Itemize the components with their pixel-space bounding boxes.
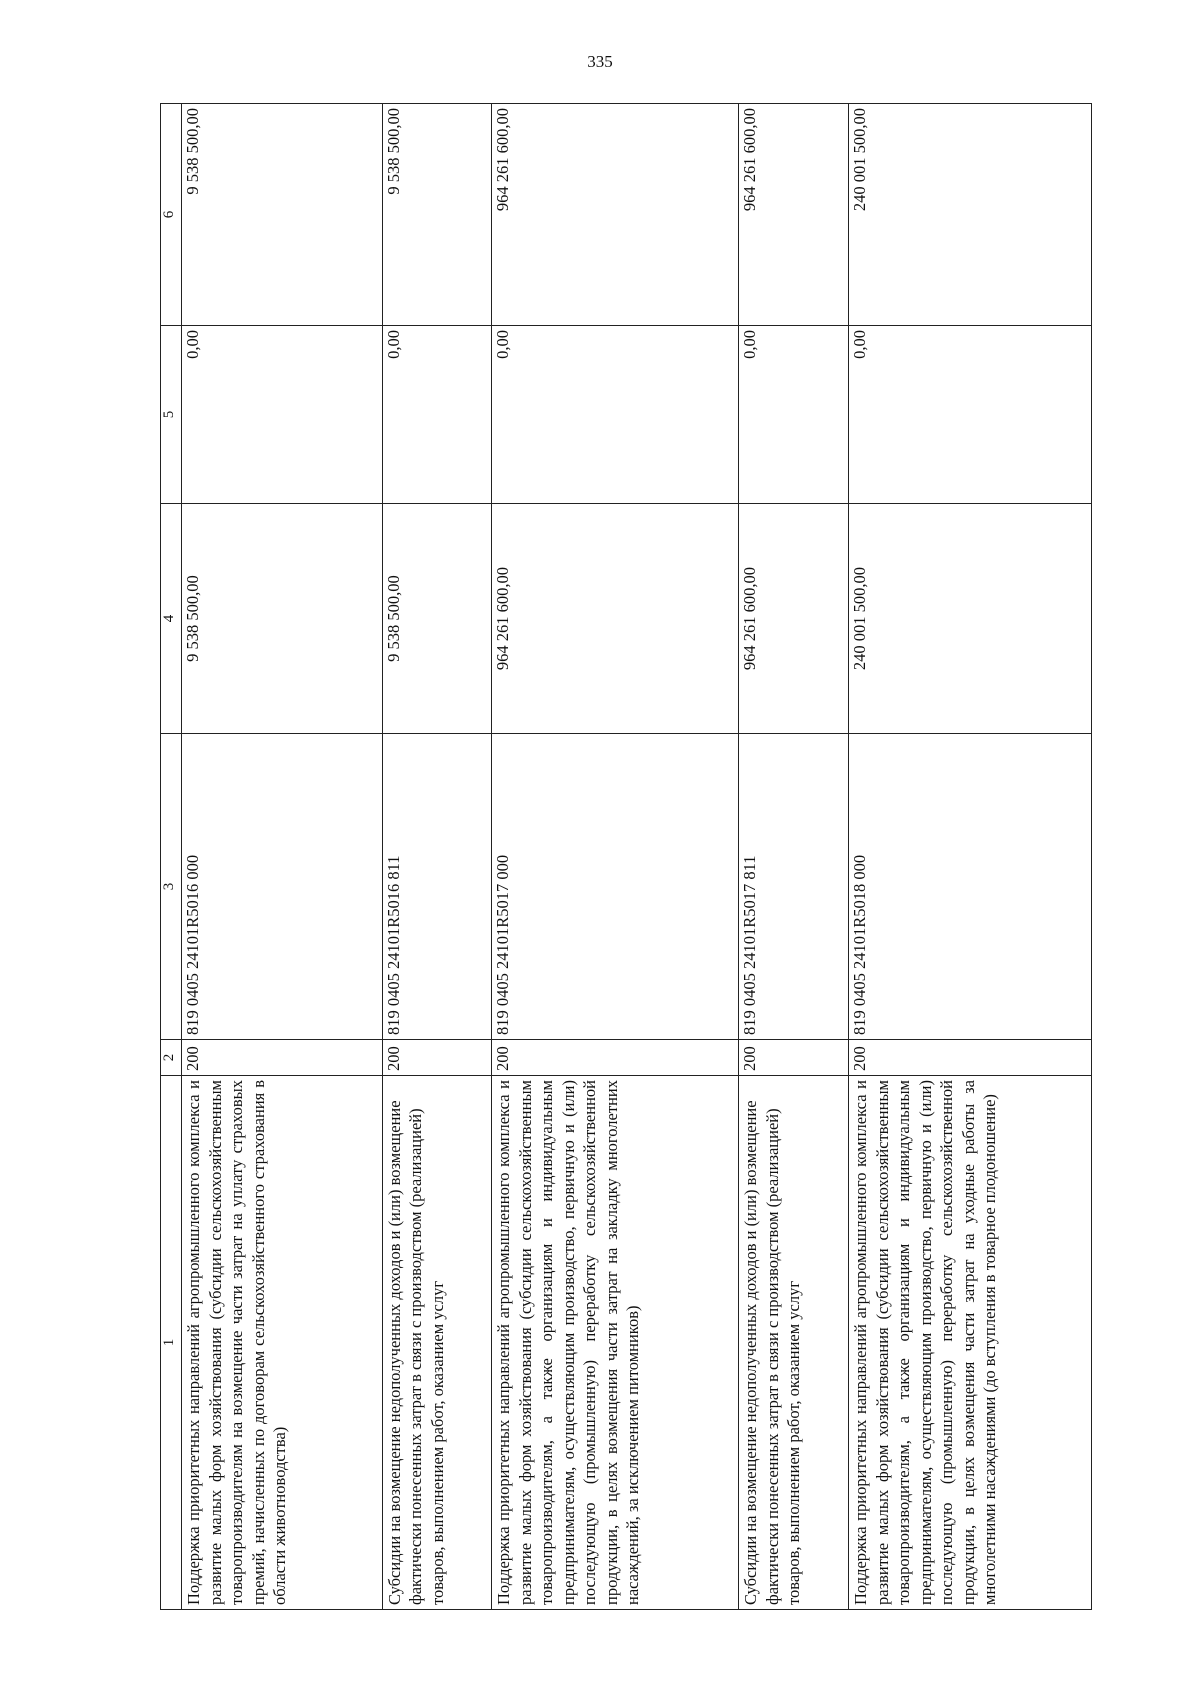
row-col2: 200 [849, 1040, 1092, 1076]
header-col-5: 5 [161, 326, 182, 504]
row-code: 819 0405 24101R5017 811 [739, 734, 849, 1040]
header-col-6: 6 [161, 104, 182, 326]
row-name: Субсидии на возмещение недополученных доходов и (или) возмещение фактически понесенных затрат в связи с производством (реализацией) товаров, выполнением работ, оказанием услуг [739, 1076, 849, 1610]
row-col4: 9 538 500,00 [182, 504, 382, 734]
row-col5: 0,00 [739, 326, 849, 504]
rotated-table-wrapper [160, 104, 1092, 1610]
row-col4: 964 261 600,00 [739, 504, 849, 734]
header-col-1: 1 [161, 1076, 182, 1610]
header-col-2: 2 [161, 1040, 182, 1076]
row-code: 819 0405 24101R5017 000 [492, 734, 739, 1040]
page-number: 335 [587, 52, 613, 71]
row-name: Поддержка приоритетных направлений агропромышленного комплекса и развитие малых форм хозяйствования (субсидии сельскохозяйственным товаропроизводителям, а также организациям и индивидуальным предпринимателям, осуществляющим производство, первичную и (или) последующую (промышленную) переработку сельскохозяйственной продукции, в целях возмещения части затрат на уходные работы за многолетними насаждениями (до вступления в товарное плодоношение) [849, 1076, 1092, 1610]
header-col-4: 4 [161, 504, 182, 734]
row-name: Поддержка приоритетных направлений агропромышленного комплекса и развитие малых форм хозяйствования (субсидии сельскохозяйственным товаропроизводителям, а также организациям и индивидуальным предпринимателям, осуществляющим производство, первичную и (или) последующую (промышленную) переработку сельскохозяйственной продукции, в целях возмещения части затрат на закладку многолетних насаждений, за исключением питомников) [492, 1076, 739, 1610]
row-col5: 0,00 [182, 326, 382, 504]
budget-table [160, 103, 1092, 1610]
row-col2: 200 [739, 1040, 849, 1076]
row-code: 819 0405 24101R5016 000 [182, 734, 382, 1040]
row-col4: 964 261 600,00 [492, 504, 739, 734]
row-name: Субсидии на возмещение недополученных доходов и (или) возмещение фактически понесенных затрат в связи с производством (реализацией) товаров, выполнением работ, оказанием услуг [382, 1076, 492, 1610]
table-row [849, 104, 1092, 1610]
row-col5: 0,00 [382, 326, 492, 504]
row-col6: 964 261 600,00 [492, 104, 739, 326]
table-row [739, 104, 849, 1610]
table-header-row [161, 104, 182, 1610]
row-col6: 964 261 600,00 [739, 104, 849, 326]
row-col4: 240 001 500,00 [849, 504, 1092, 734]
row-code: 819 0405 24101R5018 000 [849, 734, 1092, 1040]
row-col4: 9 538 500,00 [382, 504, 492, 734]
row-col6: 9 538 500,00 [382, 104, 492, 326]
row-code: 819 0405 24101R5016 811 [382, 734, 492, 1040]
header-col-3: 3 [161, 734, 182, 1040]
row-col5: 0,00 [849, 326, 1092, 504]
row-col2: 200 [382, 1040, 492, 1076]
row-col2: 200 [182, 1040, 382, 1076]
row-col5: 0,00 [492, 326, 739, 504]
table-row [182, 104, 382, 1610]
table-row [382, 104, 492, 1610]
table-row [492, 104, 739, 1610]
row-col2: 200 [492, 1040, 739, 1076]
row-col6: 9 538 500,00 [182, 104, 382, 326]
row-col6: 240 001 500,00 [849, 104, 1092, 326]
row-name: Поддержка приоритетных направлений агропромышленного комплекса и развитие малых форм хозяйствования (субсидии сельскохозяйственным товаропроизводителям на возмещение части затрат на уплату страховых премий, начисленных по договорам сельскохозяйственного страхования в области животноводства) [182, 1076, 382, 1610]
